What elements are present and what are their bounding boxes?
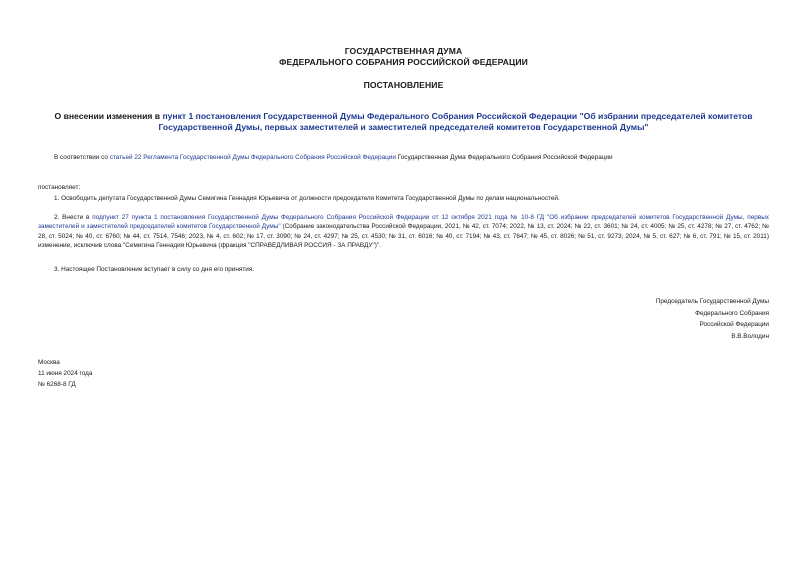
item-3-paragraph: 3. Настоящее Постановление вступает в силу со дня его принятия. <box>54 266 255 273</box>
signature-position-line2: Федерального Собрания <box>695 309 769 317</box>
footer-city: Москва <box>38 359 60 366</box>
document-footer <box>38 357 92 390</box>
subparagraph-27-link[interactable]: подпункт 27 пункта 1 постановления Государственной Думы Федерального Собрания Российской Федерации от 12 октября 2021 года № 10-8 ГД "Об избрании председателей комитетов Государственной Думы, первых заместителей и заместителей председателей комитетов Государственной Думы" <box>38 214 769 231</box>
item-2-paragraph <box>38 213 769 251</box>
preamble-suffix: Государственная Дума Федерального Собрания Российской Федерации <box>395 154 613 161</box>
org-name-line2: ФЕДЕРАЛЬНОГО СОБРАНИЯ РОССИЙСКОЙ ФЕДЕРАЦИИ <box>279 57 528 67</box>
resolves-label: постановляет: <box>38 184 81 191</box>
item-1-paragraph: 1. Освободить депутата Государственной Думы Семигина Геннадия Юрьевича от должности председателя Комитета Государственной Думы по делам национальностей. <box>54 195 560 202</box>
document-type: ПОСТАНОВЛЕНИЕ <box>363 80 444 90</box>
title-reference-link[interactable]: пункт 1 постановления Государственной Думы Федерального Собрания Российской Федерации "Об избрании председателей комитетов Государственной Думы, первых заместителей и заместителей председателей комитетов Государственной Думы" <box>158 111 753 132</box>
item-2-prefix: 2. Внести в <box>54 214 93 221</box>
reglament-article-link[interactable]: статьей 22 Регламента Государственной Думы Федерального Собрания Российской Федерации <box>109 154 396 161</box>
preamble-paragraph <box>54 153 769 162</box>
title-prefix: О внесении изменения в <box>54 111 163 121</box>
signature-position-line1: Председатель Государственной Думы <box>655 298 769 305</box>
preamble-prefix: В соответствии со <box>54 154 110 161</box>
item-2-suffix: (Собрание законодательства Российской Федерации, 2021, № 42, ст. 7074; 2022, № 13, ст. 2024; № 22, ст. 3601; № 24, ст. 4005; № 25, ст. 4278; № 27, ст. 4762; № 28, ст. 5024; № 40, ст. 6760; № 44, ст. 7514, 7546; 2023, № 4, ст. 602; № 17, ст. 3090; № 24, ст. 4297; № 25, ст. 4530; № 31, ст. 6016; № 40, ст. 7194; № 43, ст. 7647; № 45, ст. 8026; № 51, ст. 9273; 2024, № 5, ст. 627; № 6, ст. 791; № 15, ст. 2011) изменение, исключив слова "Семигина Геннадия Юрьевича (фракция "СПРАВЕДЛИВАЯ РОССИЯ - ЗА ПРАВДУ")". <box>38 223 770 250</box>
footer-date: 11 июня 2024 года <box>38 370 93 377</box>
signature-block <box>529 296 769 342</box>
signatory-name: В.В.Володин <box>731 332 769 340</box>
document-title <box>36 111 771 133</box>
org-name-line1: ГОСУДАРСТВЕННАЯ ДУМА <box>344 46 463 56</box>
signature-position-line3: Российской Федерации <box>699 321 769 328</box>
footer-number: № 6268-8 ГД <box>38 381 76 388</box>
